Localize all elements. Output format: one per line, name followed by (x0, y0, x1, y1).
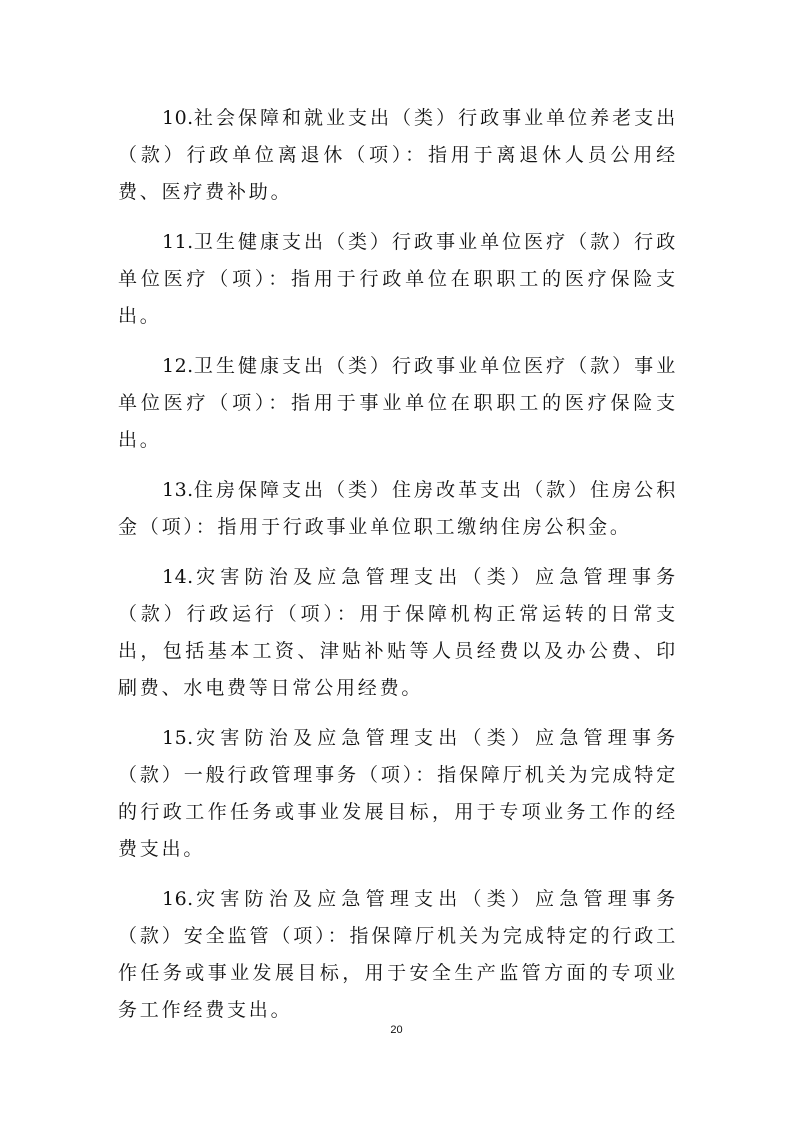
paragraph-text: 灾害防治及应急管理支出（类）应急管理事务（款）行政运行（项）：用于保障机构正常运转的日常支出，包括基本工资、津贴补贴等人员经费以及办公费、印刷费、水电费等日常公用经费。 (118, 566, 678, 699)
paragraph-number: 15. (162, 727, 194, 749)
paragraph-text: 住房保障支出（类）住房改革支出（款）住房公积金（项）：指用于行政事业单位职工缴纳住房公积金。 (118, 479, 678, 538)
paragraph-number: 10. (162, 107, 194, 129)
paragraph-10 (118, 100, 678, 211)
paragraph-11 (118, 224, 678, 335)
paragraph-text: 社会保障和就业支出（类）行政事业单位养老支出（款）行政单位离退休（项）：指用于离退休人员公用经费、医疗费补助。 (118, 107, 678, 203)
paragraph-text: 卫生健康支出（类）行政事业单位医疗（款）事业单位医疗（项）：指用于事业单位在职职工的医疗保险支出。 (118, 355, 678, 451)
paragraph-text: 卫生健康支出（类）行政事业单位医疗（款）行政单位医疗（项）：指用于行政单位在职职工的医疗保险支出。 (118, 231, 678, 327)
paragraph-text: 灾害防治及应急管理支出（类）应急管理事务（款）安全监管（项）：指保障厅机关为完成特定的行政工作任务或事业发展目标，用于安全生产监管方面的专项业务工作经费支出。 (118, 888, 678, 1021)
paragraph-16 (118, 881, 678, 1029)
paragraph-number: 16. (162, 888, 194, 910)
paragraph-14 (118, 559, 678, 707)
page-number: 20 (390, 1024, 403, 1036)
document-body (118, 100, 678, 1042)
paragraph-number: 14. (162, 566, 194, 588)
paragraph-12 (118, 348, 678, 459)
paragraph-13 (118, 472, 678, 546)
paragraph-text: 灾害防治及应急管理支出（类）应急管理事务（款）一般行政管理事务（项）：指保障厅机关为完成特定的行政工作任务或事业发展目标，用于专项业务工作的经费支出。 (118, 727, 678, 860)
paragraph-number: 11. (162, 231, 194, 253)
paragraph-15 (118, 720, 678, 868)
paragraph-number: 13. (162, 479, 194, 501)
paragraph-number: 12. (162, 355, 194, 377)
